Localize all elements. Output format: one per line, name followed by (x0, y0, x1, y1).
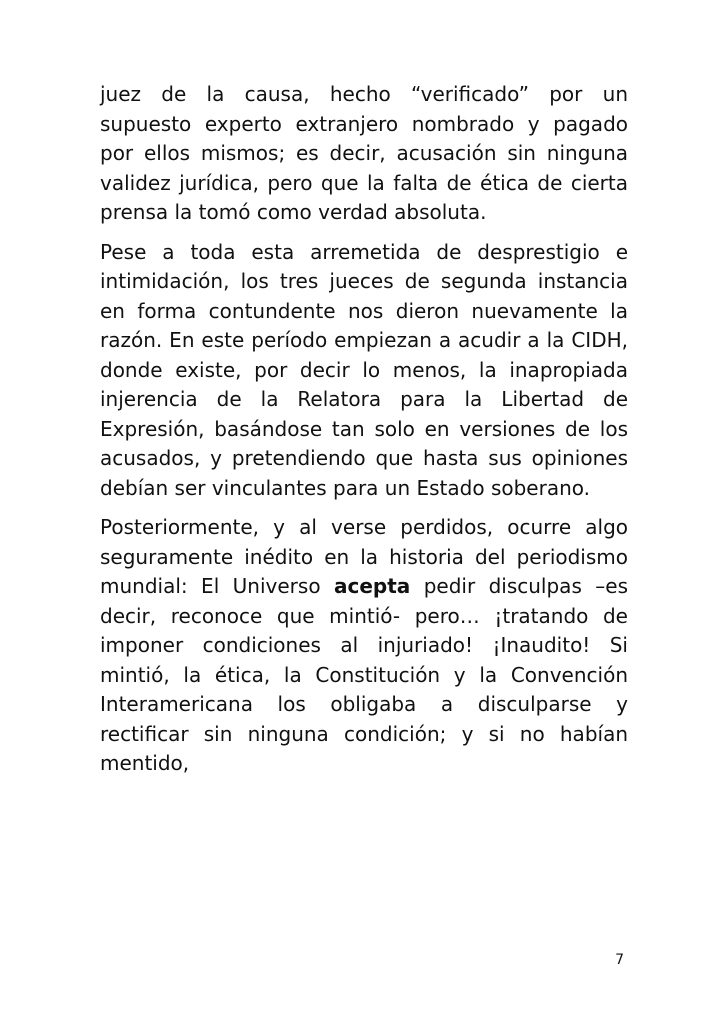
paragraph-3 (100, 513, 628, 779)
bold-word-acepta: acepta (333, 574, 411, 598)
body-text (100, 80, 628, 789)
paragraph-1: juez de la causa, hecho “verificado” por un supuesto experto extranjero nombrado y pagado por ellos mismos; es decir, acusación sin ninguna validez jurídica, pero que la falta de ética de cierta prensa la tomó como verdad absoluta. (100, 82, 628, 224)
paragraph-3-text-start: Posteriormente, y al verse perdidos, ocurre algo seguramente inédito en la historia del periodismo mundial: El Universo (100, 515, 628, 598)
page-number: 7 (615, 952, 624, 968)
paragraph-3-text-end: pedir disculpas –es decir, reconoce que mintió- pero… ¡tratando de imponer condiciones al injuriado! ¡Inaudito! Si mintió, la ética, la Constitución y la Convención Interamericana los obligaba a disculparse y rectificar sin ninguna condición; y si no habían mentido, (100, 574, 629, 775)
paragraph-2: Pese a toda esta arremetida de desprestigio e intimidación, los tres jueces de segunda instancia en forma contundente nos dieron nuevamente la razón. En este período empiezan a acudir a la CIDH, donde existe, por decir lo menos, la inapropiada injerencia de la Relatora para la Libertad de Expresión, basándose tan solo en versiones de los acusados, y pretendiendo que hasta sus opiniones debían ser vinculantes para un Estado soberano. (100, 239, 628, 500)
